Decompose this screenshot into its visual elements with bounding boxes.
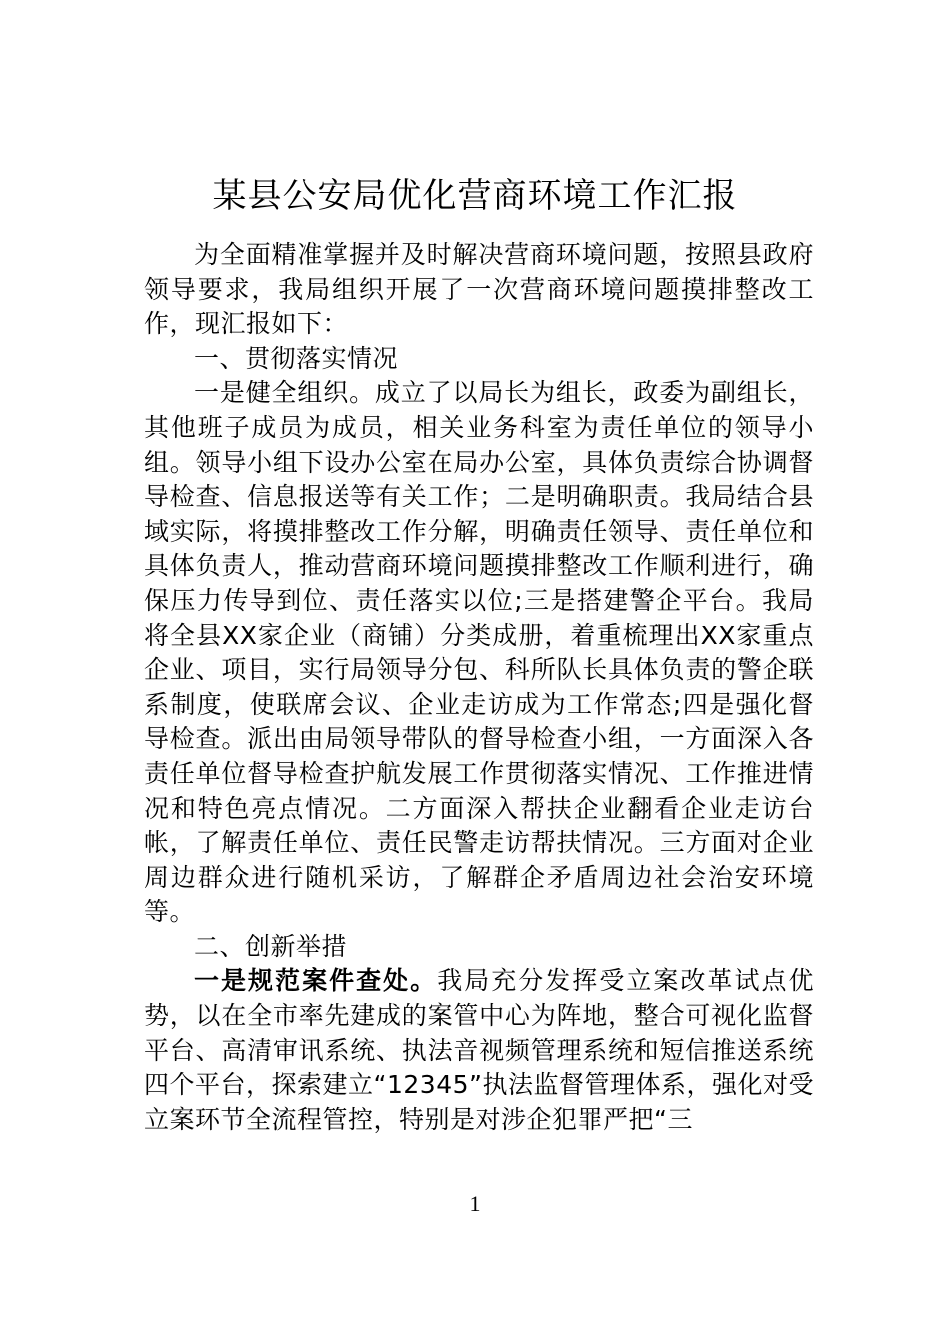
innovation-lead: 一是规范案件查处。 — [194, 966, 438, 996]
innovation-text: 我局充分发挥受立案改革试点优势，以在全市率先建成的案管中心为阵地，整合可视化监督平台、高清审讯系统、执法音视频管理系统和短信推送系统四个平台，探索建立“12345”执法监督管理体系，强化对受立案环节全流程管控，特别是对涉企犯罪严把“三 — [144, 966, 814, 1134]
section-heading-implementation: 一、贯彻落实情况 — [194, 343, 399, 373]
intro-paragraph: 为全面精准掌握并及时解决营商环境问题，按照县政府领导要求，我局组织开展了一次营商环境问题摸排整改工作，现汇报如下： — [144, 240, 814, 339]
section-heading-innovation: 二、创新举措 — [194, 931, 348, 961]
document-body — [144, 238, 814, 1137]
page-number: 1 — [469, 1191, 481, 1216]
implementation-paragraph: 一是健全组织。成立了以局长为组长，政委为副组长，其他班子成员为成员，相关业务科室为责任单位的领导小组。领导小组下设办公室在局办公室，具体负责综合协调督导检查、信息报送等有关工作；二是明确职责。我局结合县域实际，将摸排整改工作分解，明确责任领导、责任单位和具体负责人，推动营商环境问题摸排整改工作顺利进行，确保压力传导到位、责任落实以位;三是搭建警企平台。我局将全县XX家企业（商铺）分类成册，着重梳理出XX家重点企业、项目，实行局领导分包、科所队长具体负责的警企联系制度，使联席会议、企业走访成为工作常态;四是强化督导检查。派出由局领导带队的督导检查小组，一方面深入各责任单位督导检查护航发展工作贯彻落实情况、工作推进情况和特色亮点情况。二方面深入帮扶企业翻看企业走访台帐，了解责任单位、责任民警走访帮扶情况。三方面对企业周边群众进行随机采访，了解群企矛盾周边社会治安环境等。 — [144, 378, 814, 927]
document-title: 某县公安局优化营商环境工作汇报 — [212, 176, 738, 216]
innovation-paragraph — [144, 964, 814, 1137]
